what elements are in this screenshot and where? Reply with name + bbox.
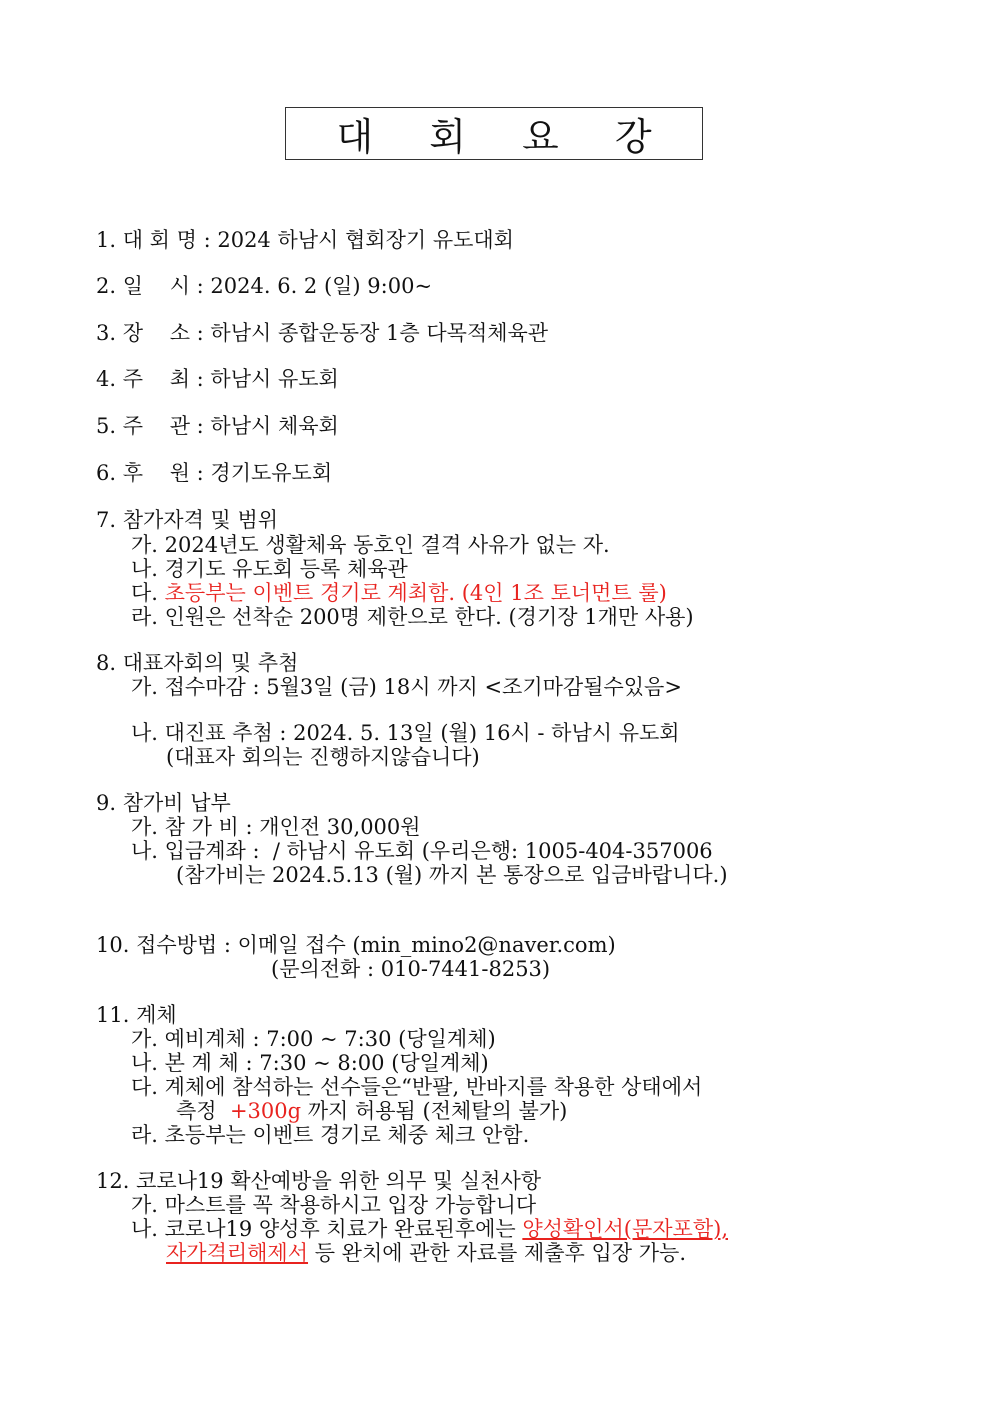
section-11-item-d: 라. 초등부는 이벤트 경기로 체중 체크 안함. [131, 1123, 530, 1147]
section-8-item-b: 나. 대진표 추첨 : 2024. 5. 13일 (월) 16시 - 하남시 유도회 [131, 721, 680, 745]
section-11-weight-allowance: +300g [229, 1099, 302, 1123]
section-9-item-b-note: (참가비는 2024.5.13 (월) 까지 본 통장으로 입금바랍니다.) [176, 863, 728, 887]
section-11-item-c-cont [176, 1099, 567, 1124]
section-8-item-b-note: (대표자 회의는 진행하지않습니다) [166, 745, 480, 769]
section-7-item-d: 라. 인원은 선착순 200명 제한으로 한다. (경기장 1개만 사용) [131, 605, 694, 629]
section-10-contact: (문의전화 : 010-7441-8253) [271, 957, 551, 981]
section-9-item-a: 가. 참 가 비 : 개인전 30,000원 [131, 815, 421, 839]
item-organizer: 5. 주 관 : 하남시 체육회 [96, 414, 339, 438]
section-7-item-c-highlight: 초등부는 이벤트 경기로 계최함. (4인 1조 토너먼트 룰) [164, 581, 667, 605]
section-12-item-b [131, 1217, 728, 1242]
section-11-item-a: 가. 예비계체 : 7:00 ~ 7:30 (당일계체) [131, 1027, 496, 1051]
item-host: 4. 주 최 : 하남시 유도회 [96, 367, 339, 391]
item-event-name: 1. 대 회 명 : 2024 하남시 협회장기 유도대회 [96, 228, 514, 252]
section-12-item-b-cont-highlight: 자가격리해제서 [166, 1241, 309, 1265]
section-12-item-b-cont [166, 1241, 686, 1266]
section-12-heading: 12. 코로나19 확산예방을 위한 의무 및 실천사항 [96, 1169, 542, 1193]
section-12-item-b-cont-suffix: 등 완치에 관한 자료를 제출후 입장 가능. [308, 1241, 686, 1265]
item-date: 2. 일 시 : 2024. 6. 2 (일) 9:00~ [96, 274, 433, 298]
section-7-heading: 7. 참가자격 및 범위 [96, 508, 279, 532]
section-7-item-a: 가. 2024년도 생활체육 동호인 결격 사유가 없는 자. [131, 533, 610, 557]
section-7-item-c [131, 581, 667, 606]
item-venue: 3. 장 소 : 하남시 종합운동장 1층 다목적체육관 [96, 321, 549, 345]
item-sponsor: 6. 후 원 : 경기도유도회 [96, 461, 333, 485]
section-7-item-b: 나. 경기도 유도회 등록 체육관 [131, 557, 408, 581]
section-11-item-c-cont-prefix: 측정 [176, 1099, 230, 1123]
section-10-heading: 10. 접수방법 : 이메일 접수 (min_mino2@naver.com) [96, 933, 616, 957]
section-12-item-a: 가. 마스트를 꼭 착용하시고 입장 가능합니다 [131, 1193, 537, 1217]
section-9-heading: 9. 참가비 납부 [96, 791, 231, 815]
section-11-item-c: 다. 계체에 참석하는 선수들은“반팔, 반바지를 착용한 상태에서 [131, 1075, 703, 1099]
section-12-item-b-highlight: 양성확인서(문자포함), [522, 1217, 728, 1241]
section-8-heading: 8. 대표자회의 및 추첨 [96, 651, 299, 675]
section-9-item-b: 나. 입금계좌 : / 하남시 유도회 (우리은행: 1005-404-357006 [131, 839, 713, 863]
section-11-heading: 11. 계체 [96, 1003, 177, 1027]
page-title: 대 회 요 강 [285, 107, 703, 160]
section-7-item-c-prefix: 다. [131, 581, 165, 605]
section-11-item-b: 나. 본 계 체 : 7:30 ~ 8:00 (당일계체) [131, 1051, 489, 1075]
section-12-item-b-prefix: 나. 코로나19 양성후 치료가 완료된후에는 [131, 1217, 523, 1241]
section-8-item-a: 가. 접수마감 : 5월3일 (금) 18시 까지 <조기마감될수있음> [131, 675, 682, 699]
section-11-item-c-cont-suffix: 까지 허용됨 (전체탈의 불가) [301, 1099, 568, 1123]
